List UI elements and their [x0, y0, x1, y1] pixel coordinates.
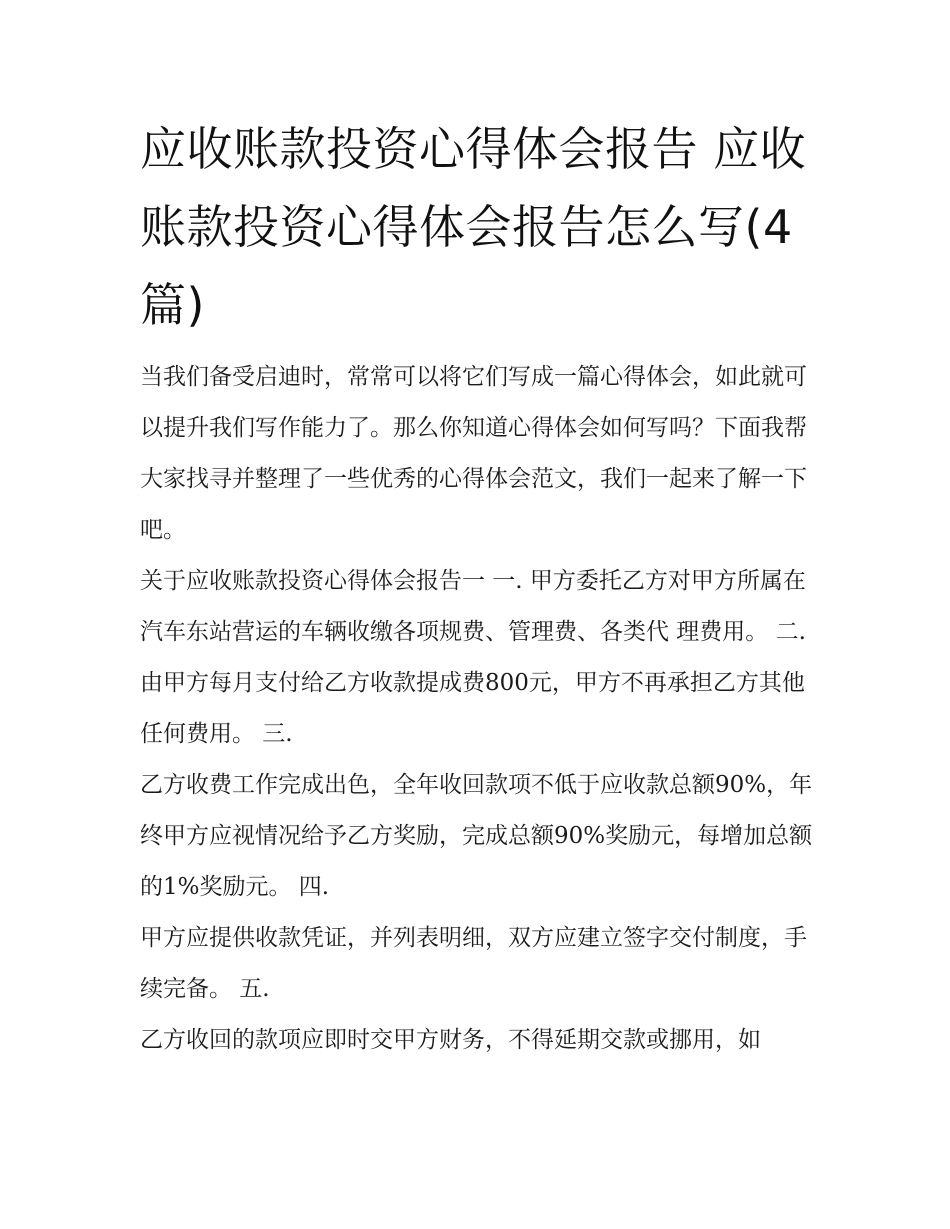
paragraph-clause-4: 甲方应提供收款凭证，并列表明细，双方应建立签字交付制度，手续完备。 五. [140, 925, 807, 1002]
paragraph-clause-3: 乙方收费工作完成出色，全年收回款项不低于应收款总额90%，年终甲方应视情况给予乙方奖励，完成总额90%奖励元，每增加总额的1%奖励元。 四. [140, 772, 813, 900]
paragraph-clause-2: 由甲方每月支付给乙方收款提成费800元，甲方不再承担乙方其他任何费用。 三. [140, 670, 805, 747]
document-title: 应收账款投资心得体会报告 应收账款投资心得体会报告怎么写(4篇) [140, 122, 807, 332]
paragraph-clause-1: 关于应收账款投资心得体会报告一 一. 甲方委托乙方对甲方所属在汽车东站营运的车辆收缴各项规费、管理费、各类代 理费用。 二. [140, 568, 806, 645]
paragraph-intro: 当我们备受启迪时，常常可以将它们写成一篇心得体会，如此就可以提升我们写作能力了。那么你知道心得体会如何写吗？下面我帮大家找寻并整理了一些优秀的心得体会范文，我们一起来了解一下吧。 [140, 364, 807, 543]
document-body [140, 352, 820, 1066]
paragraph-clause-5: 乙方收回的款项应即时交甲方财务，不得延期交款或挪用，如 [140, 1027, 761, 1053]
